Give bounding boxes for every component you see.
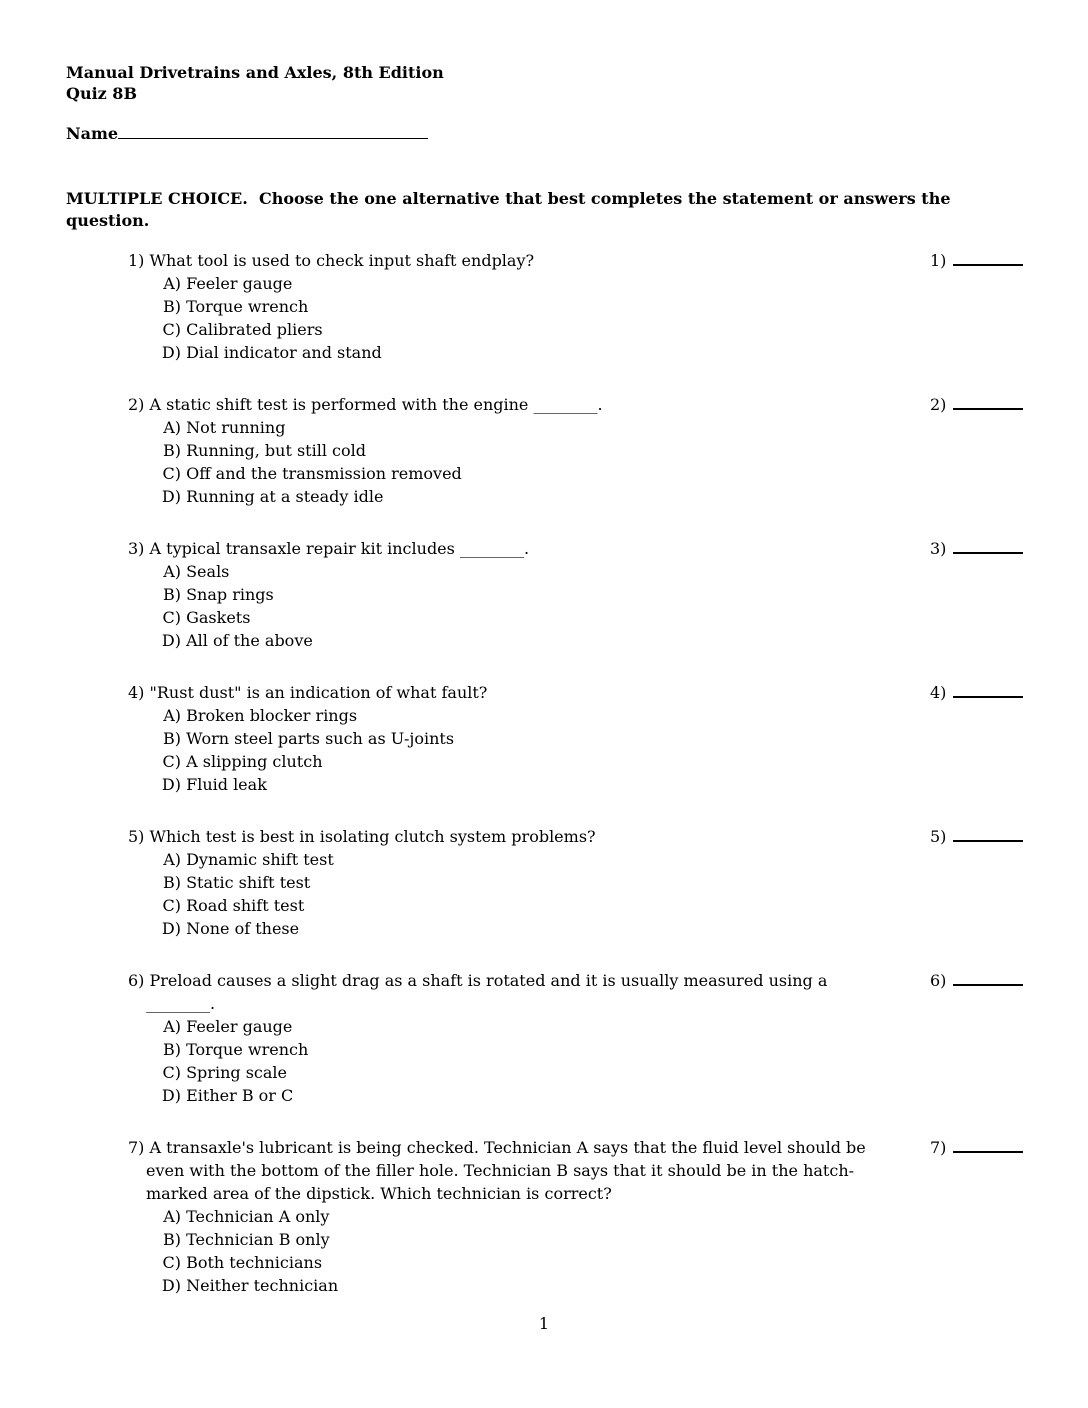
option [157,727,898,750]
option-text: Spring scale [186,1063,287,1082]
question-body: A transaxle's lubricant is being checked. Technician A says that the fluid level should be even with the bottom of the filler hole. Technician B says that it should be in the hatch-marked area of the dipstick. Which technician is correct? [146,1138,866,1203]
option-letter: B) [163,1230,181,1249]
option-letter: B) [163,729,181,748]
answer-number: 4) [930,683,947,702]
question-text [128,249,898,272]
question-number: 1) [128,251,145,270]
option-text: Torque wrench [186,297,309,316]
options-list [157,1015,898,1107]
option-text: Dial indicator and stand [186,343,382,362]
option [157,1205,898,1228]
name-blank [118,123,428,139]
option-letter: B) [163,441,181,460]
question-body: What tool is used to check input shaft endplay? [149,251,535,270]
question-main [128,249,898,364]
question-text [128,393,898,416]
answer-number: 3) [930,539,947,558]
answer-area [898,393,1025,416]
option [157,629,898,652]
answer-area [898,825,1025,848]
question-main [128,825,898,940]
option-letter: A) [163,274,181,293]
option [157,485,898,508]
questions-list [66,249,1025,1297]
option-text: Both technicians [186,1253,323,1272]
option-letter: C) [162,896,181,915]
question-text [128,681,898,704]
option-letter: C) [162,464,181,483]
option [157,1084,898,1107]
option-letter: A) [163,418,181,437]
answer-blank [953,249,1023,266]
options-list [157,416,898,508]
question-number: 5) [128,827,145,846]
quiz-title: Quiz 8B [66,84,137,103]
option-text: Snap rings [186,585,274,604]
answer-blank [953,681,1023,698]
option [157,1251,898,1274]
question-body: A typical transaxle repair kit includes ________. [149,539,530,558]
option-text: Worn steel parts such as U-joints [186,729,455,748]
instructions: MULTIPLE CHOICE. Choose the one alternative that best completes the statement or answers the question. [66,189,957,230]
option-letter: D) [161,343,181,362]
question-number: 4) [128,683,145,702]
option-text: Gaskets [186,608,251,627]
option-letter: C) [162,752,181,771]
option [157,606,898,629]
option [157,341,898,364]
option-text: Feeler gauge [186,274,293,293]
option-letter: D) [161,919,181,938]
answer-blank [953,825,1023,842]
option-text: None of these [186,919,300,938]
question-text [128,825,898,848]
option-text: Seals [186,562,230,581]
question-number: 3) [128,539,145,558]
option-text: Broken blocker rings [186,706,358,725]
page-number: 1 [538,1314,550,1333]
option-text: Technician B only [186,1230,330,1249]
question-body: Which test is best in isolating clutch system problems? [149,827,596,846]
option-letter: A) [163,1207,181,1226]
question-main [128,681,898,796]
option-letter: B) [163,873,181,892]
option-letter: B) [163,585,181,604]
question-text [128,1136,898,1205]
question-text [128,969,898,1015]
answer-number: 1) [930,251,947,270]
option-letter: A) [163,850,181,869]
answer-number: 5) [930,827,947,846]
option [157,1274,898,1297]
option-letter: D) [161,631,181,650]
option-letter: D) [161,487,181,506]
question-block [128,537,1025,652]
answer-area [898,537,1025,560]
option-text: A slipping clutch [186,752,323,771]
options-list [157,560,898,652]
question-block [128,393,1025,508]
option [157,1228,898,1251]
option-text: Not running [186,418,286,437]
option-text: Static shift test [186,873,311,892]
question-body: Preload causes a slight drag as a shaft is rotated and it is usually measured using a ________. [146,971,828,1013]
option [157,560,898,583]
option-text: Technician A only [186,1207,330,1226]
question-number: 6) [128,971,145,990]
option-letter: D) [161,1086,181,1105]
option-letter: A) [163,706,181,725]
option-letter: C) [162,608,181,627]
question-body: "Rust dust" is an indication of what fault? [149,683,488,702]
document-header [66,62,1025,104]
option-text: Running, but still cold [186,441,366,460]
option [157,1038,898,1061]
option-text: All of the above [186,631,313,650]
option-letter: C) [162,1063,181,1082]
option-letter: D) [161,1276,181,1295]
question-block [128,1136,1025,1297]
answer-blank [953,1136,1023,1153]
question-main [128,537,898,652]
option [157,871,898,894]
question-block [128,969,1025,1107]
answer-number: 2) [930,395,947,414]
question-block [128,249,1025,364]
options-list [157,1205,898,1297]
question-main [128,969,898,1107]
question-block [128,825,1025,940]
option-text: Neither technician [186,1276,339,1295]
options-list [157,704,898,796]
option [157,462,898,485]
option-text: Running at a steady idle [186,487,384,506]
answer-area [898,681,1025,704]
question-text [128,537,898,560]
answer-area [898,1136,1025,1159]
question-main [128,1136,898,1297]
book-title: Manual Drivetrains and Axles, 8th Edition [66,63,444,82]
option-text: Off and the transmission removed [186,464,462,483]
answer-blank [953,393,1023,410]
options-list [157,272,898,364]
option-letter: B) [163,297,181,316]
name-row [66,122,1025,145]
option [157,272,898,295]
question-main [128,393,898,508]
option-text: Either B or C [186,1086,294,1105]
option [157,773,898,796]
answer-area [898,969,1025,992]
option-text: Road shift test [186,896,305,915]
answer-number: 7) [930,1138,947,1157]
option-text: Feeler gauge [186,1017,293,1036]
option-letter: A) [163,562,181,581]
option [157,704,898,727]
answer-number: 6) [930,971,947,990]
option [157,416,898,439]
option [157,295,898,318]
options-list [157,848,898,940]
option-letter: B) [163,1040,181,1059]
option [157,917,898,940]
option [157,894,898,917]
answer-area [898,249,1025,272]
option [157,1061,898,1084]
option-letter: D) [161,775,181,794]
option [157,439,898,462]
answer-blank [953,969,1023,986]
question-number: 7) [128,1138,145,1157]
answer-blank [953,537,1023,554]
option [157,1015,898,1038]
option [157,583,898,606]
option-text: Dynamic shift test [186,850,334,869]
option [157,318,898,341]
question-body: A static shift test is performed with the engine ________. [149,395,603,414]
question-block [128,681,1025,796]
option [157,848,898,871]
option-text: Torque wrench [186,1040,309,1059]
option-text: Fluid leak [186,775,267,794]
option-text: Calibrated pliers [186,320,323,339]
option-letter: C) [162,1253,181,1272]
name-label: Name [66,124,119,143]
option-letter: A) [163,1017,181,1036]
option-letter: C) [162,320,181,339]
option [157,750,898,773]
question-number: 2) [128,395,145,414]
